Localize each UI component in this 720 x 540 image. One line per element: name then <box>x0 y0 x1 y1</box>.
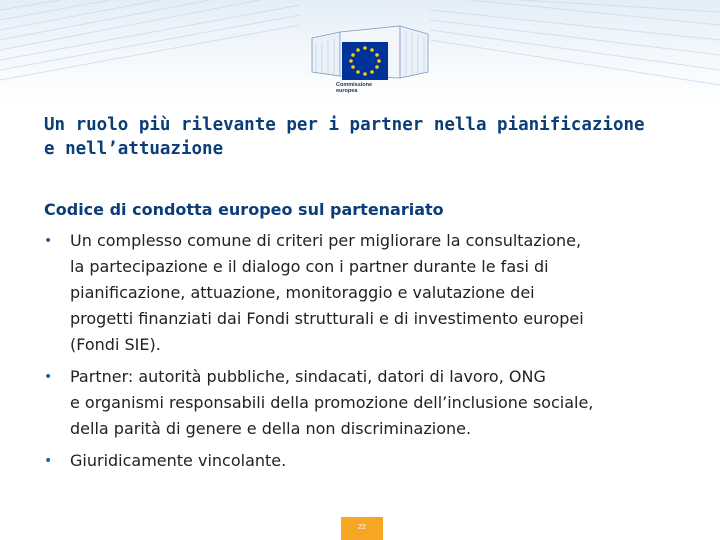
bullet-line: Un complesso comune di criteri per migliorare la consultazione, <box>70 231 582 250</box>
bullet-item <box>44 228 684 358</box>
bullet-dot-icon: • <box>44 453 53 469</box>
logo-caption <box>336 82 396 94</box>
page-number-badge <box>341 517 383 540</box>
logo-caption-line1: Commissione <box>336 82 373 88</box>
page-number: 22 <box>358 524 366 531</box>
bullet-line: e organismi responsabili della promozione dell’inclusione sociale, <box>70 393 594 412</box>
bullet-dot-icon: • <box>44 233 53 249</box>
bullet-line: pianificazione, attuazione, monitoraggio e valutazione dei <box>70 283 535 302</box>
bullet-line: Giuridicamente vincolante. <box>70 451 287 470</box>
eu-flag-icon <box>342 42 388 80</box>
slide-title <box>44 113 684 161</box>
bullet-line: progetti finanziati dai Fondi strutturali e di investimento europei <box>70 309 584 328</box>
bullet-item <box>44 448 684 474</box>
bullet-line: della parità di genere e della non discriminazione. <box>70 419 472 438</box>
title-line2: e nell’attuazione <box>44 139 224 159</box>
bullet-list <box>44 228 684 480</box>
bullet-line: la partecipazione e il dialogo con i partner durante le fasi di <box>70 257 549 276</box>
bullet-line: (Fondi SIE). <box>70 335 161 354</box>
title-line1: Un ruolo più rilevante per i partner nella pianificazione <box>44 115 645 135</box>
bullet-line: Partner: autorità pubbliche, sindacati, datori di lavoro, ONG <box>70 367 546 386</box>
bullet-dot-icon: • <box>44 369 53 385</box>
european-commission-logo <box>310 18 430 118</box>
section-subtitle: Codice di condotta europeo sul partenariato <box>44 200 444 219</box>
bullet-item <box>44 364 684 442</box>
logo-caption-line2: europea <box>336 88 358 94</box>
